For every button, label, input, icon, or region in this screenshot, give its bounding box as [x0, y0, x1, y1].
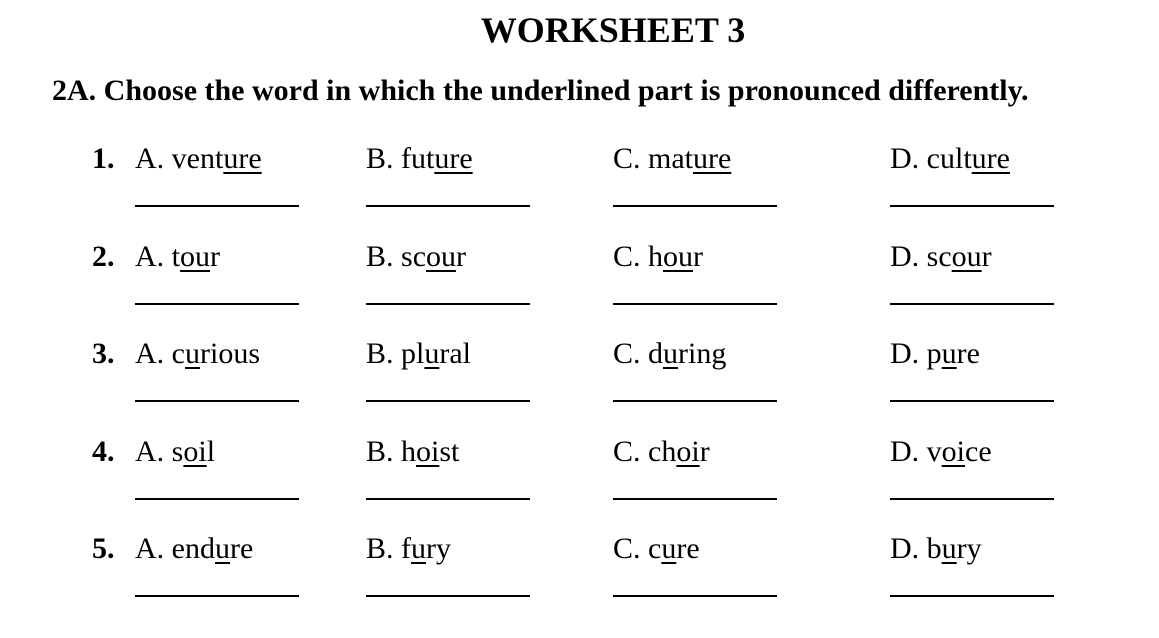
answer-blank-line[interactable]: [135, 595, 299, 597]
option-b: [366, 239, 466, 275]
underlined-part: oi: [941, 434, 966, 468]
question-number: 5.: [92, 532, 115, 565]
answer-blank-line[interactable]: [890, 498, 1054, 500]
word-part: h: [648, 239, 664, 273]
word-part: end: [171, 532, 215, 565]
option-letter: D.: [890, 434, 927, 468]
word-part: fut: [401, 142, 435, 175]
underlined-part: u: [661, 532, 677, 565]
answer-blank-line[interactable]: [613, 303, 777, 305]
answer-blank-line[interactable]: [366, 303, 530, 305]
option-b: [366, 336, 471, 372]
underlined-part: ou: [180, 239, 211, 273]
underlined-part: ure: [223, 142, 262, 175]
question-number: 2.: [92, 239, 115, 273]
word-part: ral: [439, 337, 471, 370]
word-part: vent: [171, 142, 224, 175]
option-letter: B.: [366, 532, 402, 565]
answer-blank-line[interactable]: [366, 400, 530, 402]
word-part: st: [439, 434, 460, 468]
option-d: [890, 531, 982, 567]
answer-blank-line[interactable]: [366, 595, 530, 597]
word-part: p: [926, 337, 942, 370]
underlined-part: u: [411, 532, 427, 565]
option-letter: C.: [613, 434, 649, 468]
word-part: t: [171, 239, 181, 273]
option-letter: B.: [366, 434, 402, 468]
underlined-part: u: [941, 337, 957, 370]
word-part: b: [926, 532, 942, 565]
answer-blank-line[interactable]: [135, 205, 299, 207]
word-part: r: [699, 434, 710, 468]
option-letter: B.: [366, 142, 402, 175]
word-part: ry: [956, 532, 982, 565]
option-letter: D.: [890, 142, 927, 175]
option-letter: D.: [890, 337, 927, 370]
underlined-part: ure: [971, 142, 1010, 175]
worksheet-title: WORKSHEET 3: [480, 10, 746, 50]
word-part: c: [171, 337, 185, 370]
option-letter: D.: [890, 239, 927, 273]
option-letter: C.: [613, 142, 649, 175]
option-letter: A.: [135, 434, 172, 468]
option-c: [613, 336, 726, 372]
underlined-part: ou: [426, 239, 457, 273]
question-number: 1.: [92, 142, 115, 175]
answer-blank-line[interactable]: [135, 400, 299, 402]
option-c: [613, 531, 700, 567]
underlined-part: u: [663, 337, 679, 370]
underlined-part: ure: [434, 142, 473, 175]
word-part: re: [676, 532, 700, 565]
option-a: [135, 141, 262, 177]
option-letter: B.: [366, 239, 402, 273]
option-letter: D.: [890, 532, 927, 565]
question-row: [0, 336, 1159, 426]
option-a: [135, 531, 253, 567]
option-a: [135, 336, 260, 372]
option-letter: A.: [135, 532, 172, 565]
option-c: [613, 434, 710, 470]
underlined-part: ou: [663, 239, 694, 273]
word-part: d: [648, 337, 664, 370]
word-part: l: [206, 434, 216, 468]
answer-blank-line[interactable]: [135, 303, 299, 305]
underlined-part: ou: [951, 239, 982, 273]
answer-blank-line[interactable]: [366, 205, 530, 207]
answer-blank-line[interactable]: [613, 205, 777, 207]
word-part: cult: [926, 142, 972, 175]
answer-blank-line[interactable]: [613, 400, 777, 402]
option-b: [366, 141, 473, 177]
option-letter: A.: [135, 239, 172, 273]
option-a: [135, 239, 220, 275]
option-d: [890, 434, 992, 470]
option-a: [135, 434, 215, 470]
word-part: rious: [200, 337, 260, 370]
question-row: [0, 434, 1159, 524]
exercise-instruction: 2A. Choose the word in which the underlined part is pronounced differently.: [52, 74, 1029, 107]
underlined-part: u: [215, 532, 230, 565]
underlined-part: u: [185, 337, 200, 370]
word-part: s: [171, 434, 184, 468]
answer-blank-line[interactable]: [613, 595, 777, 597]
word-part: ry: [426, 532, 452, 565]
answer-blank-line[interactable]: [890, 205, 1054, 207]
word-part: h: [401, 434, 417, 468]
word-part: c: [648, 532, 662, 565]
word-part: v: [926, 434, 942, 468]
option-letter: C.: [613, 239, 649, 273]
option-letter: C.: [613, 337, 649, 370]
word-part: r: [210, 239, 221, 273]
underlined-part: oi: [676, 434, 700, 468]
answer-blank-line[interactable]: [613, 498, 777, 500]
option-letter: C.: [613, 532, 649, 565]
option-c: [613, 141, 731, 177]
word-part: ce: [965, 434, 992, 468]
option-letter: A.: [135, 142, 172, 175]
underlined-part: oi: [183, 434, 207, 468]
word-part: re: [230, 532, 254, 565]
underlined-part: u: [941, 532, 957, 565]
word-part: f: [401, 532, 412, 565]
answer-blank-line[interactable]: [135, 498, 299, 500]
question-row: [0, 239, 1159, 329]
answer-blank-line[interactable]: [890, 303, 1054, 305]
word-part: pl: [401, 337, 425, 370]
answer-blank-line[interactable]: [890, 595, 1054, 597]
word-part: re: [956, 337, 980, 370]
underlined-part: ure: [693, 142, 732, 175]
option-d: [890, 336, 980, 372]
question-number: 3.: [92, 337, 115, 370]
underlined-part: oi: [416, 434, 440, 468]
option-letter: A.: [135, 337, 172, 370]
word-part: r: [981, 239, 992, 273]
underlined-part: u: [424, 337, 440, 370]
word-part: sc: [401, 239, 427, 273]
question-number: 4.: [92, 434, 115, 468]
answer-blank-line[interactable]: [890, 400, 1054, 402]
option-b: [366, 434, 459, 470]
word-part: sc: [926, 239, 952, 273]
word-part: ch: [648, 434, 677, 468]
word-part: r: [456, 239, 467, 273]
question-row: [0, 531, 1159, 621]
option-d: [890, 239, 992, 275]
word-part: ring: [678, 337, 727, 370]
answer-blank-line[interactable]: [366, 498, 530, 500]
option-d: [890, 141, 1010, 177]
option-letter: B.: [366, 337, 402, 370]
option-b: [366, 531, 451, 567]
word-part: r: [693, 239, 704, 273]
word-part: mat: [648, 142, 694, 175]
option-c: [613, 239, 703, 275]
question-row: [0, 141, 1159, 231]
